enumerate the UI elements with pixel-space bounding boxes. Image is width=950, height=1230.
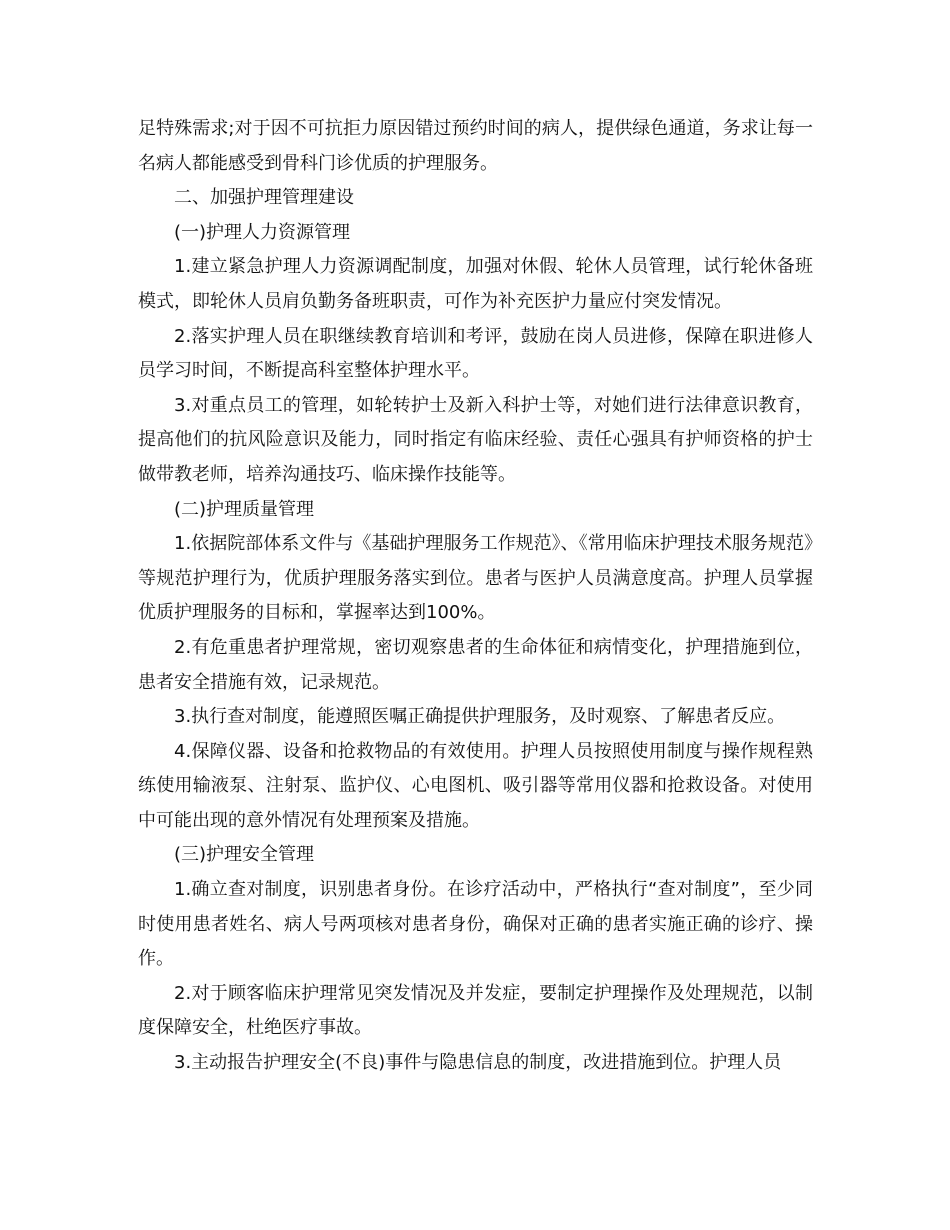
- paragraph: 2.有危重患者护理常规，密切观察患者的生命体征和病情变化，护理措施到位，患者安全措施有效，记录规范。: [138, 636, 813, 693]
- paragraph: 3.对重点员工的管理，如轮转护士及新入科护士等，对她们进行法律意识教育，提高他们的抗风险意识及能力，同时指定有临床经验、责任心强具有护师资格的护士做带教老师，培养沟通技巧、临床操作技能等。: [138, 394, 813, 485]
- section-heading: 二、加强护理管理建设: [174, 187, 354, 209]
- subsection-heading: (三)护理安全管理: [174, 844, 315, 866]
- paragraph: 2.对于顾客临床护理常见突发情况及并发症，要制定护理操作及处理规范，以制度保障安全，杜绝医疗事故。: [138, 982, 813, 1039]
- paragraph: 1.确立查对制度，识别患者身份。在诊疗活动中，严格执行“查对制度”，至少同时使用患者姓名、病人号两项核对患者身份，确保对正确的患者实施正确的诊疗、操作。: [138, 879, 813, 970]
- document-body: [138, 112, 813, 1081]
- paragraph: 1.依据院部体系文件与《基础护理服务工作规范》、《常用临床护理技术服务规范》等规范护理行为，优质护理服务落实到位。患者与医护人员满意度高。护理人员掌握优质护理服务的目标和，掌握率达到100%。: [138, 533, 813, 624]
- paragraph: 2.落实护理人员在职继续教育培训和考评，鼓励在岗人员进修，保障在职进修人员学习时间，不断提高科室整体护理水平。: [138, 325, 813, 382]
- subsection-heading: (一)护理人力资源管理: [174, 221, 351, 243]
- subsection-heading: (二)护理质量管理: [174, 498, 315, 520]
- paragraph: 3.主动报告护理安全(不良)事件与隐患信息的制度，改进措施到位。护理人员: [174, 1052, 782, 1074]
- paragraph: 3.执行查对制度，能遵照医嘱正确提供护理服务，及时观察、了解患者反应。: [174, 706, 786, 728]
- paragraph-continuation: 足特殊需求;对于因不可抗拒力原因错过预约时间的病人，提供绿色通道，务求让每一名病人都能感受到骨科门诊优质的护理服务。: [138, 118, 813, 174]
- paragraph: 4.保障仪器、设备和抢救物品的有效使用。护理人员按照使用制度与操作规程熟练使用输液泵、注射泵、监护仪、心电图机、吸引器等常用仪器和抢救设备。对使用中可能出现的意外情况有处理预案及措施。: [138, 740, 813, 831]
- paragraph: 1.建立紧急护理人力资源调配制度，加强对休假、轮休人员管理，试行轮休备班模式，即轮休人员肩负勤务备班职责，可作为补充医护力量应付突发情况。: [138, 256, 813, 312]
